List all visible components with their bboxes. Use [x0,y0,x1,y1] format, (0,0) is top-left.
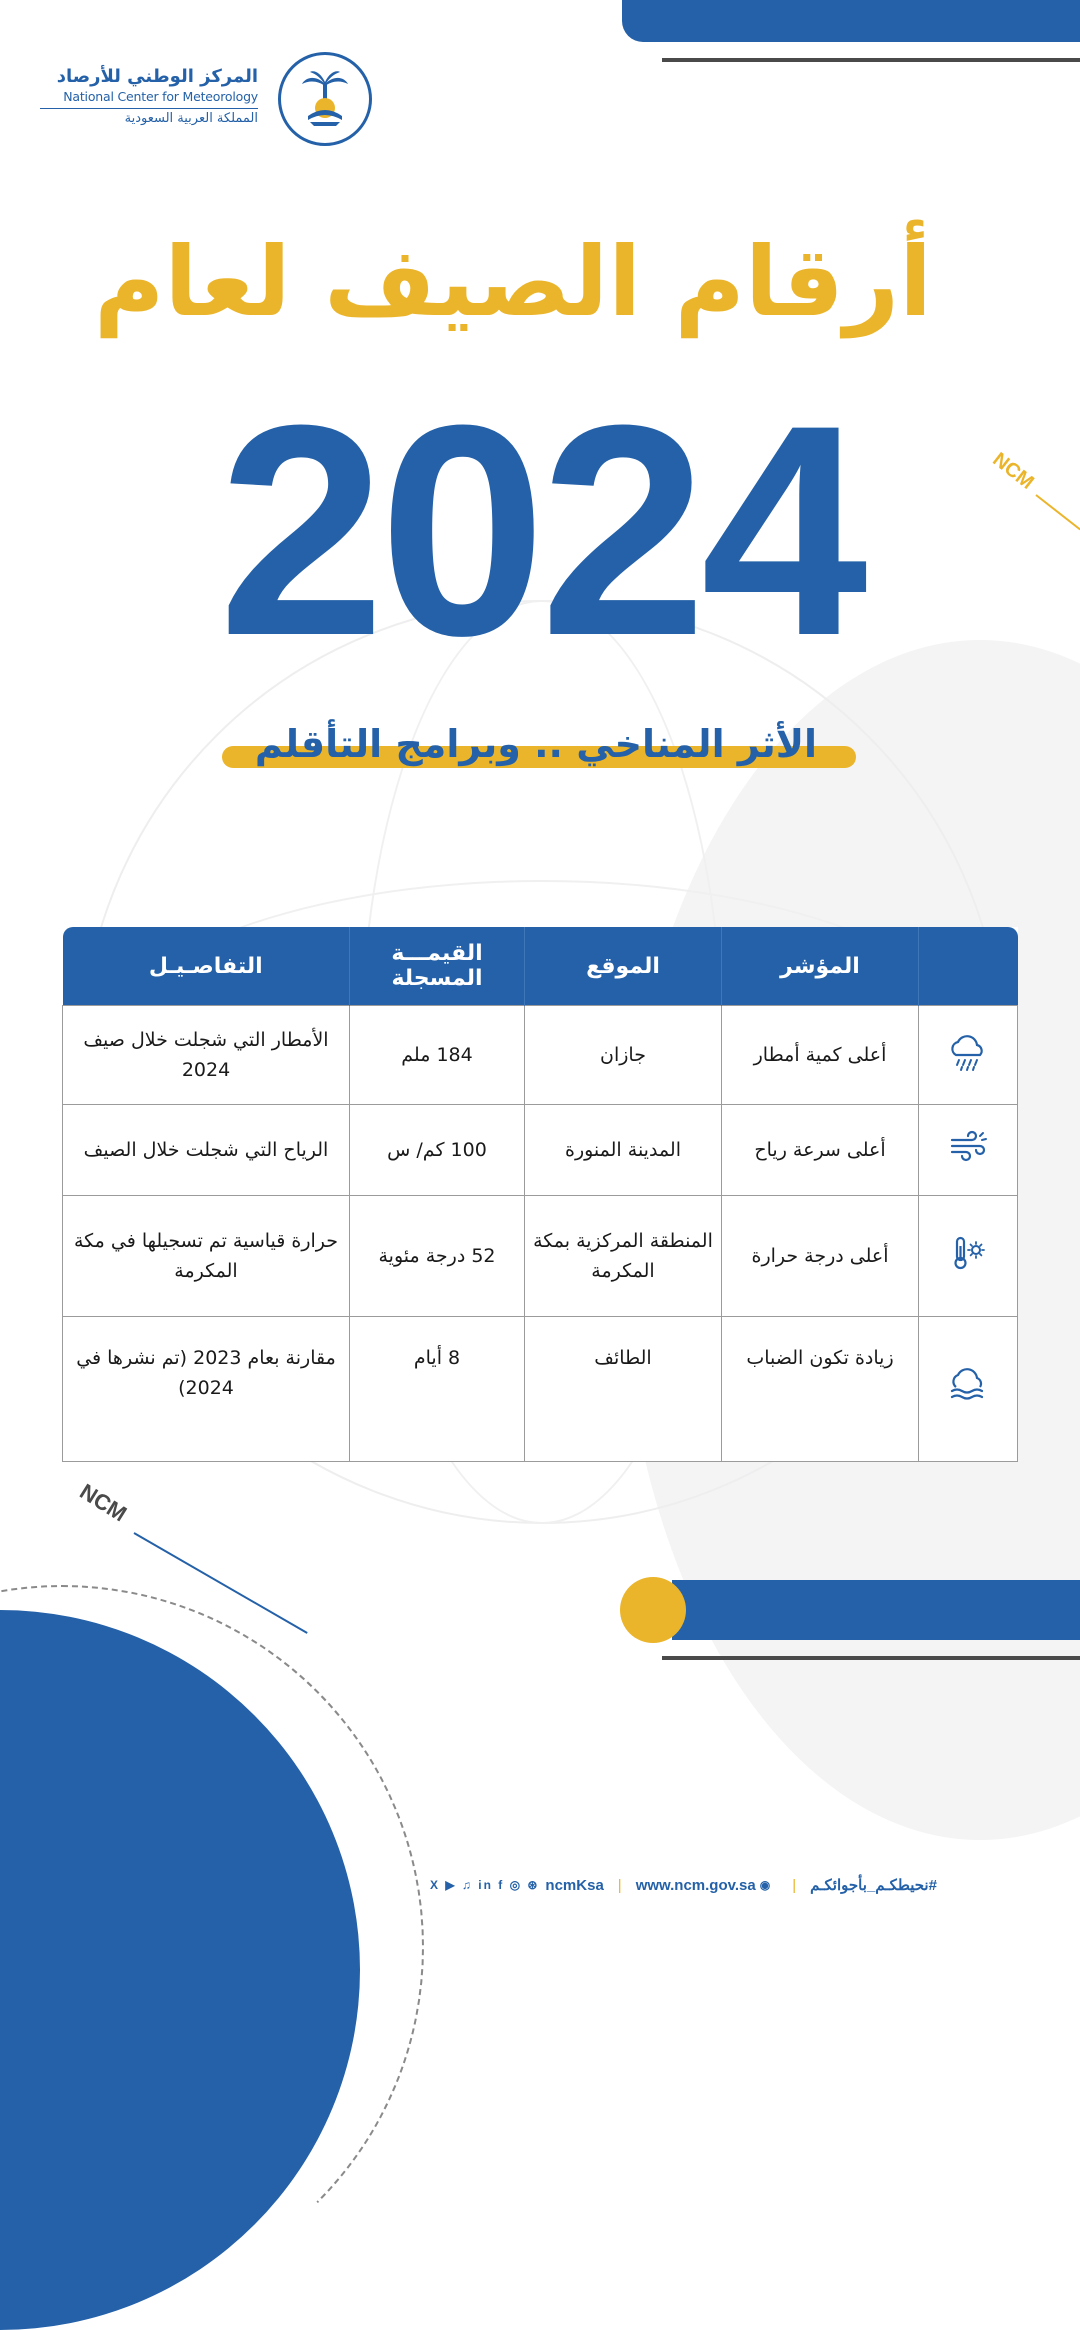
ncm-emblem-logo [278,52,372,146]
cell-details: مقارنة بعام 2023 (تم نشرها في 2024) [63,1317,350,1462]
row-icon-cell [919,1006,1018,1105]
thermometer-sun-icon [946,1230,990,1274]
cell-details: حرارة قياسية تم تسجيلها في مكة المكرمة [63,1196,350,1317]
ncm-watermark-top: NCM [988,448,1038,494]
table-row [63,1006,1018,1105]
hashtag[interactable]: #نحيطكـم_بأجوائكـم [810,1877,937,1894]
row-icon-cell [919,1317,1018,1462]
row-icon-cell [919,1196,1018,1317]
logo-english-name: National Center for Meteorology [40,88,258,109]
bottom-accent-line [662,1656,1080,1660]
bottom-accent-bar [672,1580,1080,1640]
wind-icon [946,1124,990,1168]
table-row [63,1105,1018,1196]
logo-country: المملكة العربية السعودية [124,111,258,126]
cell-indicator: أعلى سرعة رياح [722,1105,919,1196]
cell-value: 100 كم/ س [350,1105,525,1196]
cell-location: جازان [525,1006,722,1105]
ncm-logo-text [40,66,258,129]
cell-value: 52 درجة مئوية [350,1196,525,1317]
headline: أرقام الصيف لعام [94,226,932,338]
cell-details: الرياح التي شجلت خلال الصيف [63,1105,350,1196]
palm-emblem-icon [290,64,360,134]
top-accent-line [662,58,1080,62]
table-header-row [63,927,1018,1006]
fog-cloud-icon [946,1363,990,1407]
header-value: القيمـــة المسجلة [350,927,525,1006]
social-media-icons[interactable]: X ▶ ♫ in f ◎ ⊛ [430,1878,540,1892]
cell-location: المدينة المنورة [525,1105,722,1196]
cell-indicator: زيادة تكون الضباب [722,1317,919,1462]
subtitle-block [216,716,856,772]
website-link[interactable]: www.ncm.gov.sa [635,1876,756,1894]
table-row [63,1317,1018,1462]
subtitle: الأثر المناخي .. وبرامج التأقلم [254,722,818,766]
row-icon-cell [919,1105,1018,1196]
footer [430,1870,1046,1900]
ncm-watermark-bottom: NCM [75,1478,132,1527]
footer-separator: | [617,1876,622,1894]
header-details: التفاصـيـل [63,927,350,1006]
cell-location: الطائف [525,1317,722,1462]
cell-details: الأمطار التي شجلت خلال صيف 2024 [63,1006,350,1105]
footer-separator: | [792,1876,797,1894]
cell-value: 8 أيام [350,1317,525,1462]
social-handle[interactable]: ncmKsa [545,1876,604,1894]
header-indicator: المؤشر [722,927,919,1006]
top-accent-bar [622,0,1080,42]
cell-indicator: أعلى كمية أمطار [722,1006,919,1105]
logo-arabic-name: المركز الوطني للأرصاد [56,66,258,87]
summer-records-table [62,927,1018,1462]
cell-indicator: أعلى درجة حرارة [722,1196,919,1317]
header-icon-cell [919,927,1018,1006]
table-row [63,1196,1018,1317]
bottom-accent-dot [620,1577,686,1643]
year-number: 2024 [218,362,862,698]
globe-icon: ◉ [759,1878,773,1892]
rain-cloud-icon [946,1029,990,1073]
cell-value: 184 ملم [350,1006,525,1105]
cell-location: المنطقة المركزية بمكة المكرمة [525,1196,722,1317]
header-location: الموقع [525,927,722,1006]
ncm-watermark-top-line [1035,494,1080,530]
